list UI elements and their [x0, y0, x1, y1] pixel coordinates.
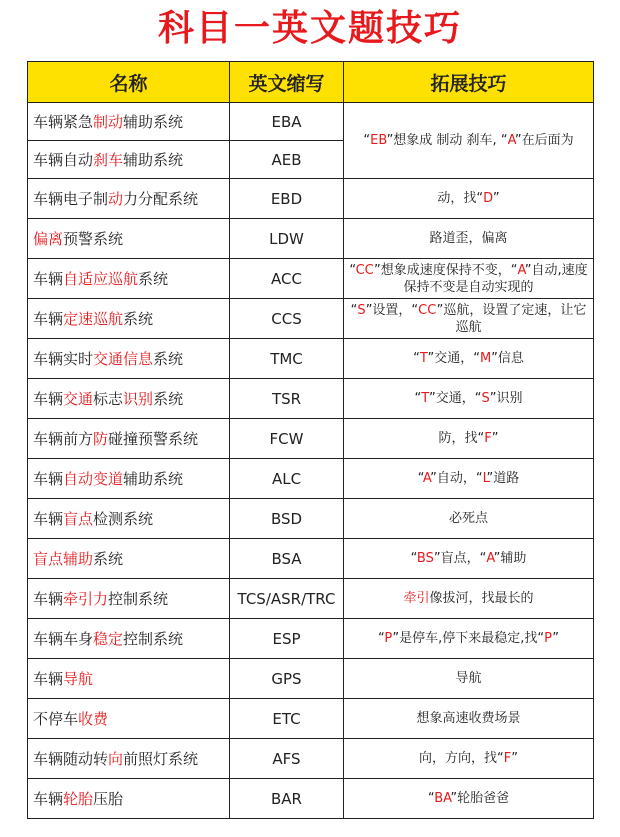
plain-text: 辅助系统	[123, 151, 184, 169]
plain-text: 不停车	[33, 710, 79, 728]
highlight-text: BA	[434, 791, 451, 806]
tips-table	[27, 61, 594, 819]
abbreviation-cell: EBA	[230, 103, 344, 141]
system-name-cell	[28, 539, 230, 579]
plain-text: 车辆	[33, 470, 64, 488]
abbreviation-cell: TCS/ASR/TRC	[230, 579, 344, 619]
highlight-text: 向	[108, 750, 124, 768]
highlight-text: T	[419, 351, 428, 366]
tip-cell	[344, 539, 594, 579]
plain-text: ”自动,速度保持不变是自动实现的	[403, 262, 588, 295]
table-row	[28, 579, 594, 619]
system-name-cell	[28, 379, 230, 419]
table-row	[28, 179, 594, 219]
plain-text: 标志	[93, 390, 124, 408]
highlight-text: S	[357, 302, 366, 318]
plain-text: “	[414, 391, 422, 406]
system-name-cell	[28, 699, 230, 739]
highlight-text: 刹车	[93, 151, 124, 169]
plain-text: 控制系统	[123, 630, 184, 648]
highlight-text: 盲点	[63, 510, 94, 528]
system-name-cell	[28, 579, 230, 619]
plain-text: ”道路	[486, 471, 520, 486]
highlight-text: A	[422, 471, 431, 486]
abbreviation-cell: TSR	[230, 379, 344, 419]
plain-text: 车辆电子制	[33, 190, 109, 208]
abbreviation-cell: AEB	[230, 141, 344, 179]
plain-text: ”设置，“	[365, 302, 419, 318]
abbreviation-cell: ESP	[230, 619, 344, 659]
plain-text: ”	[511, 751, 518, 766]
abbreviation-cell: ALC	[230, 459, 344, 499]
plain-text: 动，找“	[437, 191, 484, 206]
system-name-cell	[28, 179, 230, 219]
table-row	[28, 659, 594, 699]
plain-text: ”在后面为	[514, 133, 574, 148]
table-row	[28, 103, 594, 141]
highlight-text: A	[507, 133, 515, 148]
highlight-text: A	[486, 551, 494, 566]
plain-text: 系统	[123, 310, 154, 328]
highlight-text: 轮胎	[63, 790, 94, 808]
highlight-text: 交通	[63, 390, 94, 408]
highlight-text: 偏离	[33, 230, 64, 248]
plain-text: 导航	[455, 671, 482, 686]
plain-text: 辅助系统	[123, 470, 184, 488]
plain-text: ”盲点，“	[433, 551, 487, 566]
highlight-text: CC	[355, 262, 375, 278]
system-name-cell	[28, 459, 230, 499]
plain-text: 必死点	[448, 511, 488, 526]
highlight-text: F	[484, 431, 492, 446]
table-row	[28, 499, 594, 539]
highlight-text: 牵引	[403, 591, 430, 606]
highlight-text: 盲点辅助	[33, 550, 94, 568]
tip-cell	[344, 619, 594, 659]
highlight-text: T	[421, 391, 429, 406]
table-header-row	[28, 62, 594, 103]
plain-text: 压胎	[93, 790, 124, 808]
system-name-cell	[28, 779, 230, 819]
tip-cell	[344, 259, 594, 299]
system-name-cell	[28, 103, 230, 141]
header-tip: 拓展技巧	[344, 62, 594, 103]
tip-cell	[344, 579, 594, 619]
highlight-text: EB	[370, 133, 387, 148]
system-name-cell	[28, 259, 230, 299]
tip-cell	[344, 299, 594, 339]
abbreviation-cell: TMC	[230, 339, 344, 379]
plain-text: 预警系统	[63, 230, 124, 248]
highlight-text: CC	[418, 302, 437, 318]
tip-cell	[344, 499, 594, 539]
plain-text: 路道歪，偏离	[429, 231, 508, 246]
tip-cell	[344, 379, 594, 419]
system-name-cell	[28, 419, 230, 459]
highlight-text: M	[479, 351, 492, 366]
plain-text: ”	[491, 431, 499, 446]
tip-cell	[344, 339, 594, 379]
system-name-cell	[28, 739, 230, 779]
highlight-text: F	[503, 751, 512, 766]
system-name-cell	[28, 299, 230, 339]
highlight-text: 牵引力	[63, 590, 109, 608]
plain-text: ”识别	[489, 391, 523, 406]
plain-text: ”交通，“	[427, 351, 480, 366]
abbreviation-cell: BSA	[230, 539, 344, 579]
plain-text: 车辆	[33, 590, 64, 608]
plain-text: “	[410, 551, 417, 566]
plain-text: 碰撞预警系统	[108, 430, 199, 448]
tip-cell	[344, 699, 594, 739]
highlight-text: BS	[416, 551, 434, 566]
highlight-text: 动	[108, 190, 124, 208]
abbreviation-cell: AFS	[230, 739, 344, 779]
plain-text: ”轮胎爸爸	[450, 791, 510, 806]
highlight-text: 稳定	[93, 630, 124, 648]
plain-text: ”信息	[491, 351, 524, 366]
system-name-cell	[28, 141, 230, 179]
plain-text: 车辆	[33, 270, 64, 288]
plain-text: 系统	[153, 350, 184, 368]
plain-text: 向，方向，找“	[419, 751, 504, 766]
plain-text: 车辆	[33, 310, 64, 328]
highlight-text: 制动	[93, 113, 124, 131]
plain-text: 想象高速收费场景	[416, 711, 521, 726]
abbreviation-cell: ETC	[230, 699, 344, 739]
plain-text: “	[350, 302, 358, 318]
plain-text: 车辆	[33, 790, 64, 808]
highlight-text: 导航	[63, 670, 94, 688]
system-name-cell	[28, 339, 230, 379]
system-name-cell	[28, 219, 230, 259]
plain-text: ”自动，“	[430, 471, 483, 486]
table-row	[28, 219, 594, 259]
plain-text: “	[417, 471, 423, 486]
plain-text: 前照灯系统	[123, 750, 199, 768]
table-row	[28, 299, 594, 339]
abbreviation-cell: BAR	[230, 779, 344, 819]
highlight-text: A	[517, 262, 525, 278]
plain-text: 控制系统	[108, 590, 169, 608]
plain-text: 检测系统	[93, 510, 154, 528]
table-row	[28, 699, 594, 739]
abbreviation-cell: LDW	[230, 219, 344, 259]
plain-text: 车辆前方	[33, 430, 94, 448]
tip-cell	[344, 739, 594, 779]
system-name-cell	[28, 499, 230, 539]
abbreviation-cell: EBD	[230, 179, 344, 219]
highlight-text: S	[481, 391, 490, 406]
tip-cell	[344, 419, 594, 459]
table-row	[28, 459, 594, 499]
plain-text: “	[349, 262, 356, 278]
abbreviation-cell: ACC	[230, 259, 344, 299]
tip-cell	[344, 779, 594, 819]
plain-text: ”	[552, 631, 560, 646]
tip-cell	[344, 219, 594, 259]
table-row	[28, 339, 594, 379]
tip-cell	[344, 459, 594, 499]
abbreviation-cell: BSD	[230, 499, 344, 539]
abbreviation-cell: CCS	[230, 299, 344, 339]
plain-text: 防，找“	[438, 431, 485, 446]
header-abbr: 英文缩写	[230, 62, 344, 103]
table-row	[28, 739, 594, 779]
abbreviation-cell: GPS	[230, 659, 344, 699]
table-row	[28, 539, 594, 579]
plain-text: ”	[492, 191, 500, 206]
table-row	[28, 259, 594, 299]
plain-text: “	[413, 351, 420, 366]
table-body	[28, 103, 594, 819]
tip-cell	[344, 659, 594, 699]
highlight-text: 自适应巡航	[63, 270, 139, 288]
plain-text: “	[377, 631, 385, 646]
plain-text: 辅助系统	[123, 113, 184, 131]
highlight-text: P	[384, 631, 393, 646]
plain-text: 系统	[153, 390, 184, 408]
abbreviation-cell: FCW	[230, 419, 344, 459]
plain-text: ”是停车,停下来最稳定,找“	[392, 631, 545, 646]
table-row	[28, 379, 594, 419]
plain-text: ”交通，“	[428, 391, 482, 406]
plain-text: 车辆自动	[33, 151, 94, 169]
header-name: 名称	[28, 62, 230, 103]
plain-text: ”辅助	[493, 551, 527, 566]
plain-text: 车辆随动转	[33, 750, 109, 768]
highlight-text: 定速巡航	[63, 310, 124, 328]
highlight-text: 交通信息	[93, 350, 154, 368]
highlight-text: 识别	[123, 390, 154, 408]
page-title: 科目一英文题技巧	[157, 8, 462, 49]
plain-text: ”想象成 制动 刹车, “	[386, 133, 508, 148]
highlight-text: 自动变道	[63, 470, 124, 488]
plain-text: 车辆车身	[33, 630, 94, 648]
plain-text: 像拔河，找最长的	[429, 591, 534, 606]
plain-text: “	[363, 133, 371, 148]
table-row	[28, 619, 594, 659]
plain-text: 车辆实时	[33, 350, 94, 368]
highlight-text: D	[483, 191, 493, 206]
highlight-text: 收费	[78, 710, 109, 728]
highlight-text: L	[482, 471, 487, 486]
system-name-cell	[28, 619, 230, 659]
highlight-text: 防	[93, 430, 109, 448]
plain-text: 系统	[93, 550, 124, 568]
plain-text: 车辆	[33, 390, 64, 408]
table-row	[28, 419, 594, 459]
table-row	[28, 779, 594, 819]
plain-text: 系统	[138, 270, 169, 288]
highlight-text: P	[544, 631, 553, 646]
plain-text: 车辆	[33, 670, 64, 688]
system-name-cell	[28, 659, 230, 699]
plain-text: 车辆紧急	[33, 113, 94, 131]
plain-text: ”想象成速度保持不变，“	[374, 262, 518, 278]
plain-text: ”巡航，设置了定速，让它巡航	[436, 302, 587, 335]
plain-text: 力分配系统	[123, 190, 199, 208]
plain-text: “	[427, 791, 435, 806]
plain-text: 车辆	[33, 510, 64, 528]
tip-cell	[344, 103, 594, 179]
tip-cell	[344, 179, 594, 219]
